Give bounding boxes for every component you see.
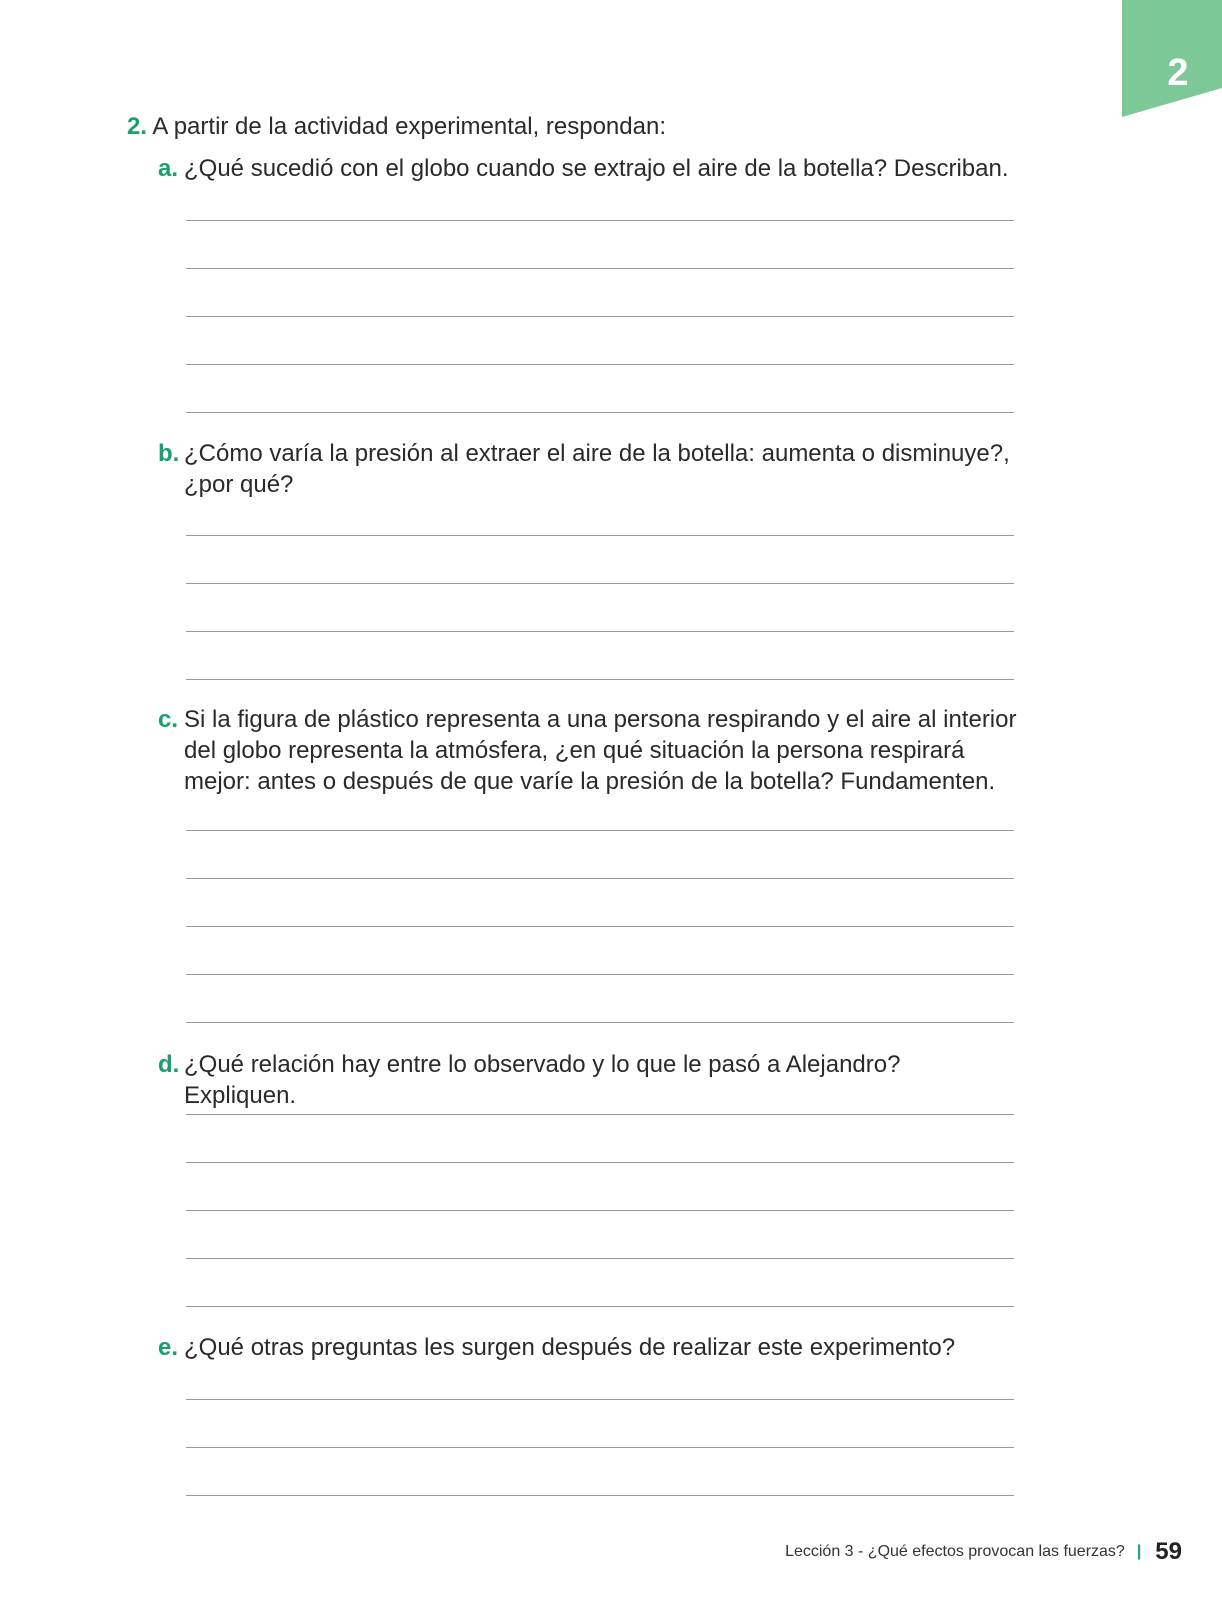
answer-line [186,220,1014,221]
sub-question-text: ¿Cómo varía la presión al extraer el aire de la botella: aumenta o disminuye?, ¿por qué? [184,440,1010,498]
unit-number: 2 [1167,52,1189,94]
sub-question-e [158,1332,1018,1363]
answer-line [186,974,1014,975]
sub-question-text: Si la figura de plástico representa a una persona respirando y el aire al interior del globo representa la atmósfera, ¿en qué situación la persona respirará mejor: antes o después de que varíe la presión de la botella? Fundamenten. [184,706,1017,795]
answer-line [186,631,1014,632]
question-number: 2. [127,113,148,140]
answer-line [186,1447,1014,1448]
page-footer [785,1538,1182,1566]
answer-line [186,268,1014,269]
answer-line [186,583,1014,584]
sub-question-text: ¿Qué otras preguntas les surgen después de realizar este experimento? [184,1334,956,1361]
sub-question-text: ¿Qué sucedió con el globo cuando se extrajo el aire de la botella? Describan. [184,155,1009,182]
sub-question-text: ¿Qué relación hay entre lo observado y lo que le pasó a Alejandro? Expliquen. [184,1051,901,1109]
sub-question-d [158,1049,1018,1111]
answer-line [186,412,1014,413]
sub-question-letter: a. [158,155,179,182]
answer-line [186,1258,1014,1259]
question-text: A partir de la actividad experimental, respondan: [152,113,666,140]
answer-line [186,830,1014,831]
answer-line [186,535,1014,536]
answer-line [186,679,1014,680]
question-2 [127,112,666,142]
answer-line [186,1399,1014,1400]
sub-question-a [158,153,1018,184]
sub-question-letter: c. [158,706,179,733]
answer-line [186,1210,1014,1211]
answer-line [186,1162,1014,1163]
sub-question-c [158,704,1018,797]
answer-line [186,1495,1014,1496]
answer-line [186,364,1014,365]
page-number: 59 [1155,1538,1182,1565]
answer-line [186,926,1014,927]
answer-line [186,1306,1014,1307]
answer-line [186,316,1014,317]
answer-line [186,1022,1014,1023]
sub-question-letter: d. [158,1051,180,1078]
footer-separator: | [1136,1543,1142,1560]
sub-question-b [158,438,1018,500]
sub-question-letter: b. [158,440,180,467]
answer-line [186,1114,1014,1115]
footer-lesson-title: Lección 3 - ¿Qué efectos provocan las fuerzas? [785,1543,1125,1560]
sub-question-letter: e. [158,1334,179,1361]
answer-line [186,878,1014,879]
